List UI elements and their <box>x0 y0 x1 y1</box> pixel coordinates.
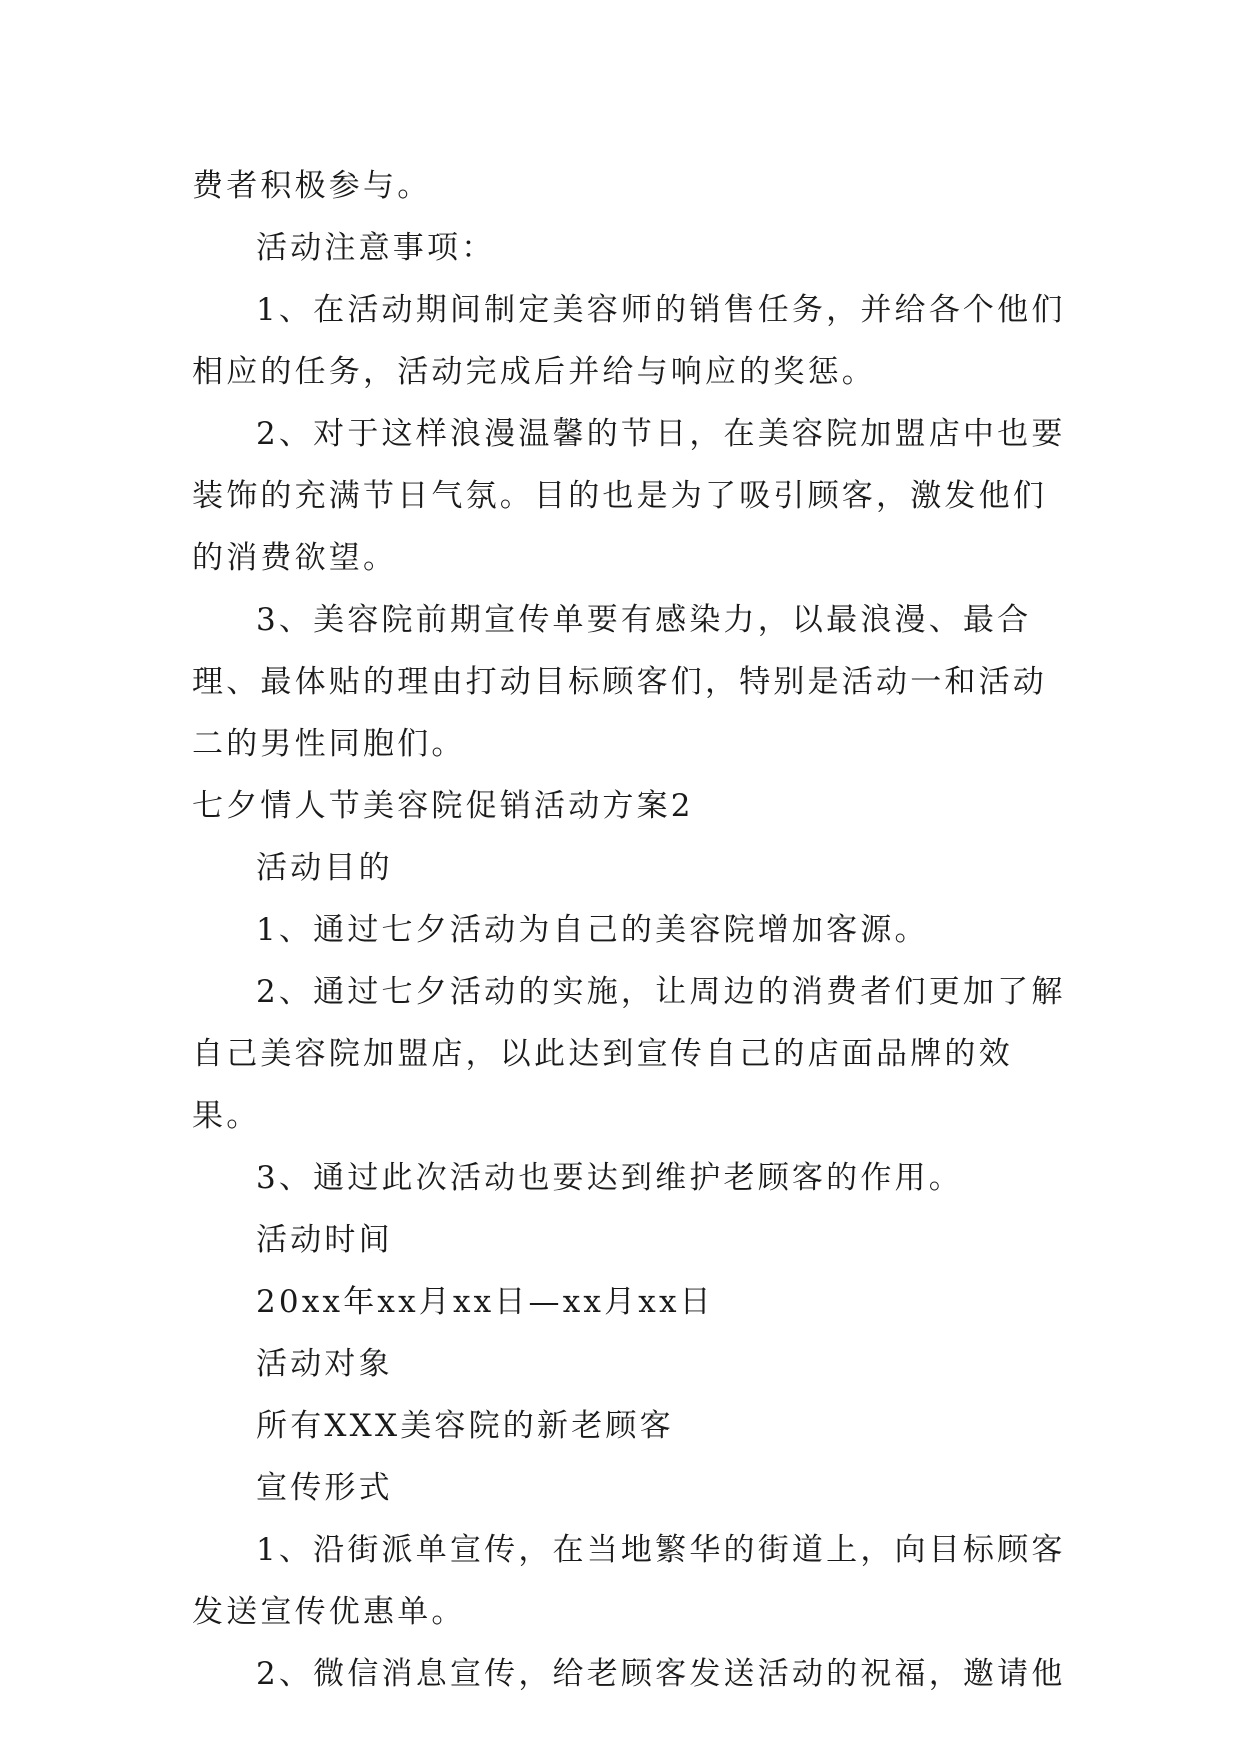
paragraph-promo-1: 1、沿街派单宣传，在当地繁华的街道上，向目标顾客发送宣传优惠单。 <box>192 1532 1066 1630</box>
paragraph-promo-2: 2、微信消息宣传，给老顾客发送活动的祝福，邀请他 <box>256 1656 1066 1692</box>
paragraph-target-heading: 活动对象 <box>256 1346 393 1382</box>
paragraph-note-3: 3、美容院前期宣传单要有感染力，以最浪漫、最合理、最体贴的理由打动目标顾客们，特别是活动一和活动二的男性同胞们。 <box>192 602 1047 762</box>
paragraph-note-2: 2、对于这样浪漫温馨的节日，在美容院加盟店中也要装饰的充满节日气氛。目的也是为了吸引顾客，激发他们的消费欲望。 <box>192 416 1066 576</box>
paragraph-continuation: 费者积极参与。 <box>192 168 432 204</box>
paragraph-time-value: 20xx年xx月xx日—xx月xx日 <box>256 1284 714 1320</box>
paragraph-time-heading: 活动时间 <box>256 1222 393 1258</box>
paragraph-target-value: 所有XXX美容院的新老顾客 <box>256 1408 674 1444</box>
paragraph-note-1: 1、在活动期间制定美容师的销售任务，并给各个他们相应的任务，活动完成后并给与响应的奖惩。 <box>192 292 1066 390</box>
document-body <box>192 155 1072 1705</box>
paragraph-promo-heading: 宣传形式 <box>256 1470 393 1506</box>
paragraph-notes-heading: 活动注意事项： <box>256 230 496 266</box>
paragraph-purpose-3: 3、通过此次活动也要达到维护老顾客的作用。 <box>256 1160 963 1196</box>
paragraph-purpose-2: 2、通过七夕活动的实施，让周边的消费者们更加了解自己美容院加盟店，以此达到宣传自己的店面品牌的效果。 <box>192 974 1066 1134</box>
paragraph-purpose-1: 1、通过七夕活动为自己的美容院增加客源。 <box>256 912 929 948</box>
paragraph-purpose-heading: 活动目的 <box>256 850 393 886</box>
section-title: 七夕情人节美容院促销活动方案2 <box>192 788 694 824</box>
